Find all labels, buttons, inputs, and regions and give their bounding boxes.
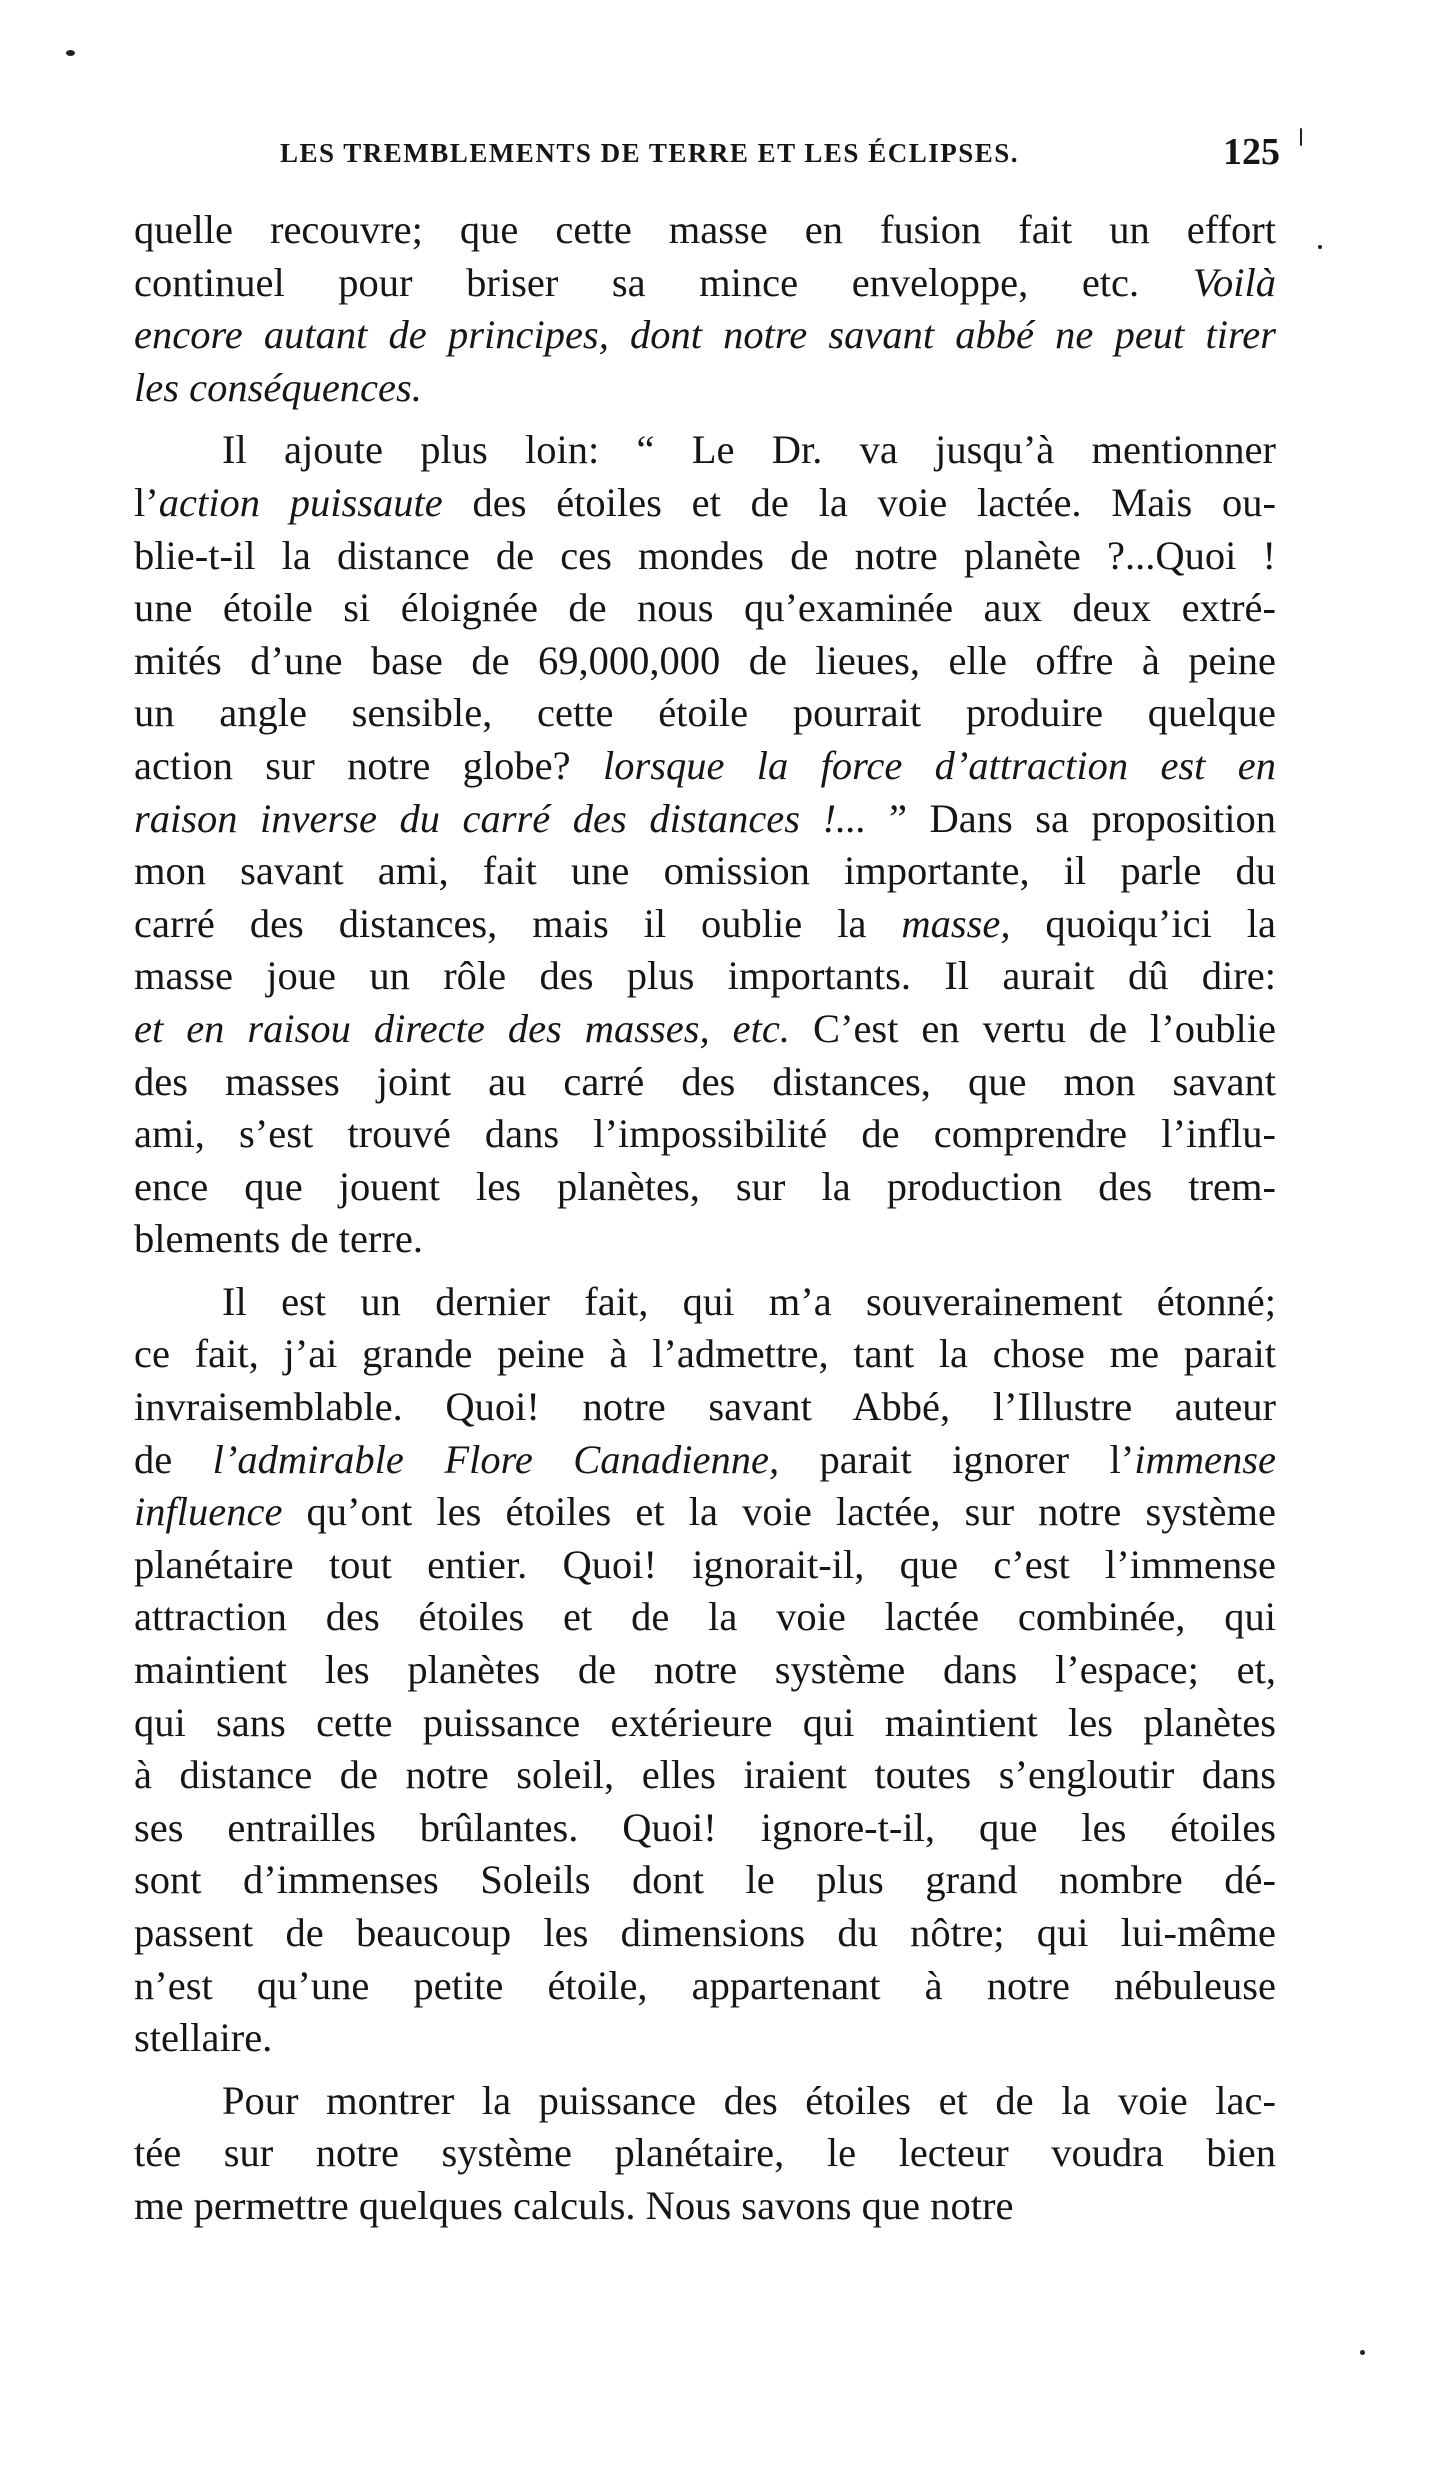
text-run: ses entrailles brûlantes. Quoi! ignore-t-il, que les étoiles — [134, 1804, 1276, 1850]
text-line — [134, 950, 1276, 1003]
text-line — [134, 898, 1276, 951]
text-run: qui sans cette puissance extérieure qui maintient les planètes — [134, 1699, 1276, 1745]
text-line — [134, 1591, 1276, 1644]
text-run: l’ — [134, 479, 159, 525]
italic-run: et en raisou directe des masses, etc. — [134, 1005, 790, 1051]
italic-run: influence — [134, 1489, 283, 1535]
paragraph — [134, 204, 1276, 414]
text-run: Il ajoute plus loin: “ Le Dr. va jusqu’à mentionner — [222, 427, 1276, 473]
text-run: Il est un dernier fait, qui m’a souverainement étonné; — [222, 1278, 1276, 1324]
text-line — [134, 1960, 1276, 2013]
text-line — [134, 424, 1276, 477]
text-line — [134, 1276, 1276, 1329]
text-run: parait ignorer l’ — [779, 1436, 1135, 1482]
text-run: planétaire tout entier. Quoi! ignorait-il, que c’est l’immense — [134, 1541, 1276, 1587]
text-run: mités d’une base de 69,000,000 de lieues, elle offre à peine — [134, 637, 1276, 683]
italic-run: raison inverse du carré des distances !... — [134, 795, 867, 841]
text-line — [134, 1003, 1276, 1056]
text-run: blements de terre. — [134, 1216, 423, 1262]
text-line — [134, 1749, 1276, 1802]
text-run: me permettre quelques calculs. Nous savons que notre — [134, 2182, 1014, 2228]
text-line — [134, 1644, 1276, 1697]
page-header — [280, 130, 1280, 180]
text-run: carré des distances, mais il oublie la — [134, 900, 902, 946]
text-run: de — [134, 1436, 213, 1482]
text-run: sont d’immenses Soleils dont le plus grand nombre dé- — [134, 1857, 1276, 1903]
text-run: invraisemblable. Quoi! notre savant Abbé, l’Illustre auteur — [134, 1384, 1276, 1430]
text-run: ami, s’est trouvé dans l’impossibilité de comprendre l’influ- — [134, 1111, 1276, 1157]
text-line — [134, 1854, 1276, 1907]
text-line — [134, 1056, 1276, 1109]
scan-speck — [66, 50, 75, 56]
text-line — [134, 635, 1276, 688]
scan-speck — [1300, 128, 1302, 146]
text-run: qu’ont les étoiles et la voie lactée, sur notre système — [282, 1489, 1276, 1535]
italic-run: lorsque la force d’attraction est en — [602, 742, 1276, 788]
text-run: C’est en vertu de l’oublie — [789, 1005, 1276, 1051]
paragraph — [134, 2075, 1276, 2233]
text-run: quoiqu’ici la — [1010, 900, 1276, 946]
text-run: action sur notre globe? — [134, 742, 603, 788]
text-run: masse joue un rôle des plus importants. Il aurait dû dire: — [134, 953, 1276, 999]
text-run: mon savant ami, fait une omission importante, il parle du — [134, 848, 1276, 894]
paragraph — [134, 1276, 1276, 2065]
text-run: quelle recouvre; que cette masse en fusion fait un effort — [134, 207, 1276, 252]
text-run: des masses joint au carré des distances, que mon savant — [134, 1058, 1276, 1104]
italic-run: Voilà — [1192, 259, 1276, 305]
text-run: stellaire. — [134, 2015, 273, 2061]
text-run: ce fait, j’ai grande peine à l’admettre, tant la chose me parait — [134, 1331, 1276, 1377]
text-run: continuel pour briser sa mince enveloppe, etc. — [134, 259, 1193, 305]
text-line — [134, 582, 1276, 635]
body-text — [134, 204, 1276, 2233]
text-line — [134, 2012, 1276, 2065]
text-line — [134, 1486, 1276, 1539]
text-line — [134, 362, 1276, 415]
text-run: un angle sensible, cette étoile pourrait produire quelque — [134, 690, 1276, 736]
text-line — [134, 740, 1276, 793]
text-run: blie-t-il la distance de ces mondes de notre planète ?...Quoi ! — [134, 532, 1276, 578]
text-run: ence que jouent les planètes, sur la production des trem- — [134, 1163, 1276, 1209]
text-line — [134, 2127, 1276, 2180]
text-run: une étoile si éloignée de nous qu’examinée aux deux extré- — [134, 585, 1276, 631]
text-line — [134, 530, 1276, 583]
text-line — [134, 1213, 1276, 1266]
italic-run: action puissaute — [158, 479, 443, 525]
italic-run: immense — [1134, 1436, 1276, 1482]
text-line — [134, 204, 1276, 257]
scan-speck — [1360, 2350, 1365, 2355]
text-line — [134, 1802, 1276, 1855]
text-run: tée sur notre système planétaire, le lecteur voudra bien — [134, 2130, 1276, 2176]
text-line — [134, 1907, 1276, 1960]
italic-run: l’admirable Flore Canadienne, — [212, 1436, 780, 1482]
text-run: Pour montrer la puissance des étoiles et de la voie lac- — [222, 2077, 1276, 2123]
text-line — [134, 2075, 1276, 2128]
text-line — [134, 687, 1276, 740]
text-run: attraction des étoiles et de la voie lactée combinée, qui — [134, 1594, 1276, 1640]
text-line — [134, 1697, 1276, 1750]
running-title: LES TREMBLEMENTS DE TERRE ET LES ÉCLIPSES. — [280, 138, 1020, 168]
text-line — [134, 1161, 1276, 1214]
text-line — [134, 477, 1276, 530]
text-run: passent de beaucoup les dimensions du nôtre; qui lui-même — [134, 1910, 1276, 1955]
text-line — [134, 793, 1276, 846]
text-line — [134, 309, 1276, 362]
paragraph — [134, 424, 1276, 1266]
text-line — [134, 1108, 1276, 1161]
text-line — [134, 1328, 1276, 1381]
text-run: maintient les planètes de notre système dans l’espace; et, — [134, 1647, 1276, 1693]
text-line — [134, 257, 1276, 310]
italic-run: les conséquences. — [134, 364, 422, 410]
paragraph-gap — [134, 1266, 1276, 1276]
text-run: ” Dans sa proposition — [866, 795, 1276, 841]
page-number: 125 — [1223, 131, 1280, 173]
text-line — [134, 2180, 1276, 2233]
paragraph-gap — [134, 414, 1276, 424]
scan-speck — [1318, 245, 1322, 249]
italic-run: encore autant de principes, dont notre savant abbé ne peut tirer — [134, 312, 1276, 358]
text-run: à distance de notre soleil, elles iraient toutes s’engloutir dans — [134, 1752, 1276, 1798]
text-line — [134, 1434, 1276, 1487]
text-run: des étoiles et de la voie lactée. Mais ou- — [442, 479, 1276, 525]
text-line — [134, 845, 1276, 898]
paragraph-gap — [134, 2065, 1276, 2075]
text-line — [134, 1381, 1276, 1434]
text-line — [134, 1539, 1276, 1592]
text-run: n’est qu’une petite étoile, appartenant à notre nébuleuse — [134, 1962, 1276, 2008]
italic-run: masse, — [901, 900, 1011, 946]
